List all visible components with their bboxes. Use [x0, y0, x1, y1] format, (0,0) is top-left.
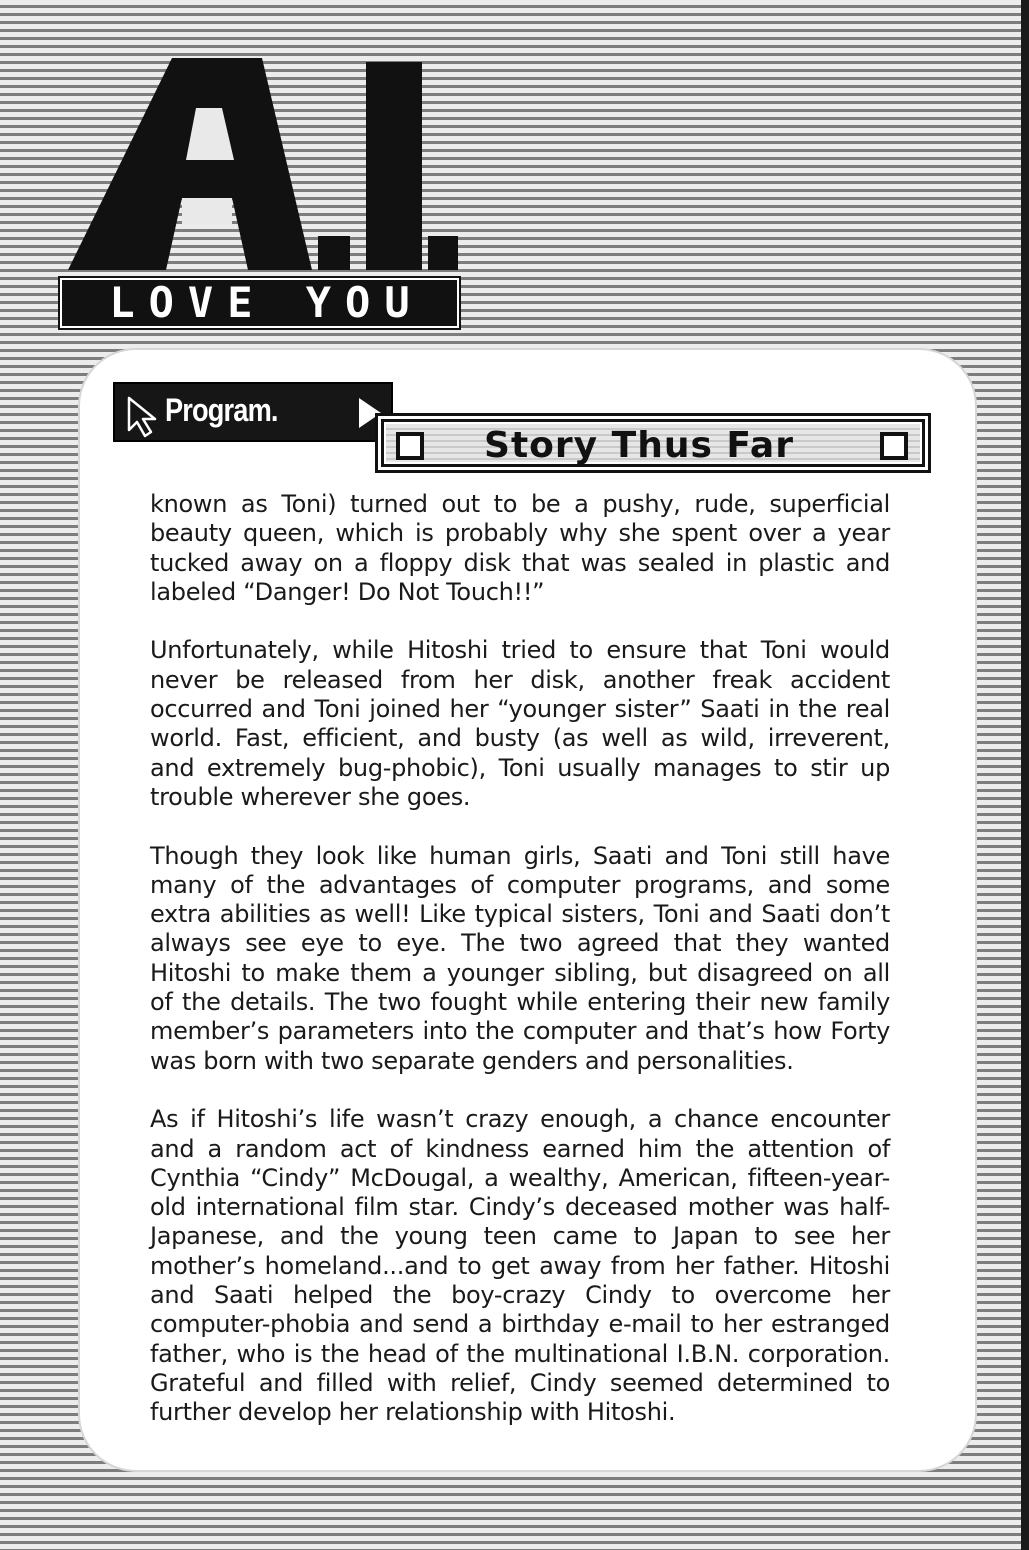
checkbox-icon — [396, 432, 424, 460]
cursor-arrow-icon — [125, 394, 165, 438]
checkbox-icon — [880, 432, 908, 460]
section-heading-inner — [386, 424, 920, 466]
page-edge — [1021, 0, 1029, 1550]
logo-letters — [62, 48, 462, 288]
program-tab — [113, 382, 393, 442]
paragraph: Though they look like human girls, Saati and Toni still have many of the advantages of computer programs, and some extra abilities as well! Like typical sisters, Toni and Saati don’t always see eye to eye. The two agreed that they wanted Hitoshi to make them a younger sibling, but disagreed on all of the details. The two fought while entering their new family member’s parameters into the computer and that’s how Forty was born with two separate genders and personalities. — [150, 841, 890, 1075]
paragraph: As if Hitoshi’s life wasn’t crazy enough, a chance encounter and a random act of kindness earned him the attention of Cynthia “Cindy” McDougal, a wealthy, American, fifteen-year-old international film star. Cindy’s deceased mother was half-Japanese, and the young teen came to Japan to see her mother’s homeland...and to get away from her father. Hitoshi and Saati helped the boy-crazy Cindy to overcome her computer-phobia and send a birthday e-mail to her estranged father, who is the head of the multinational I.B.N. corporation. Grateful and filled with relief, Cindy seemed determined to further develop her relationship with Hitoshi. — [150, 1105, 890, 1427]
paragraph: Unfortunately, while Hitoshi tried to ensure that Toni would never be released from her disk, another freak accident occurred and Toni joined her “younger sister” Saati in the real world. Fast, efficient, and busty (as well as wild, irreverent, and extremely bug-phobic), Toni usually manages to stir up trouble wherever she goes. — [150, 636, 890, 811]
logo-subtitle-bar — [62, 280, 457, 326]
program-label: Program. — [165, 392, 278, 428]
section-heading-bar — [375, 413, 931, 473]
logo-subtitle: LOVE YOU — [109, 278, 424, 327]
story-text — [150, 490, 890, 1457]
section-heading: Story Thus Far — [484, 425, 794, 466]
logo — [62, 48, 462, 330]
paragraph: known as Toni) turned out to be a pushy, rude, superficial beauty queen, which is probably why she spent over a year tucked away on a floppy disk that was sealed in plastic and labeled “Danger! Do Not Touch!!” — [150, 490, 890, 606]
